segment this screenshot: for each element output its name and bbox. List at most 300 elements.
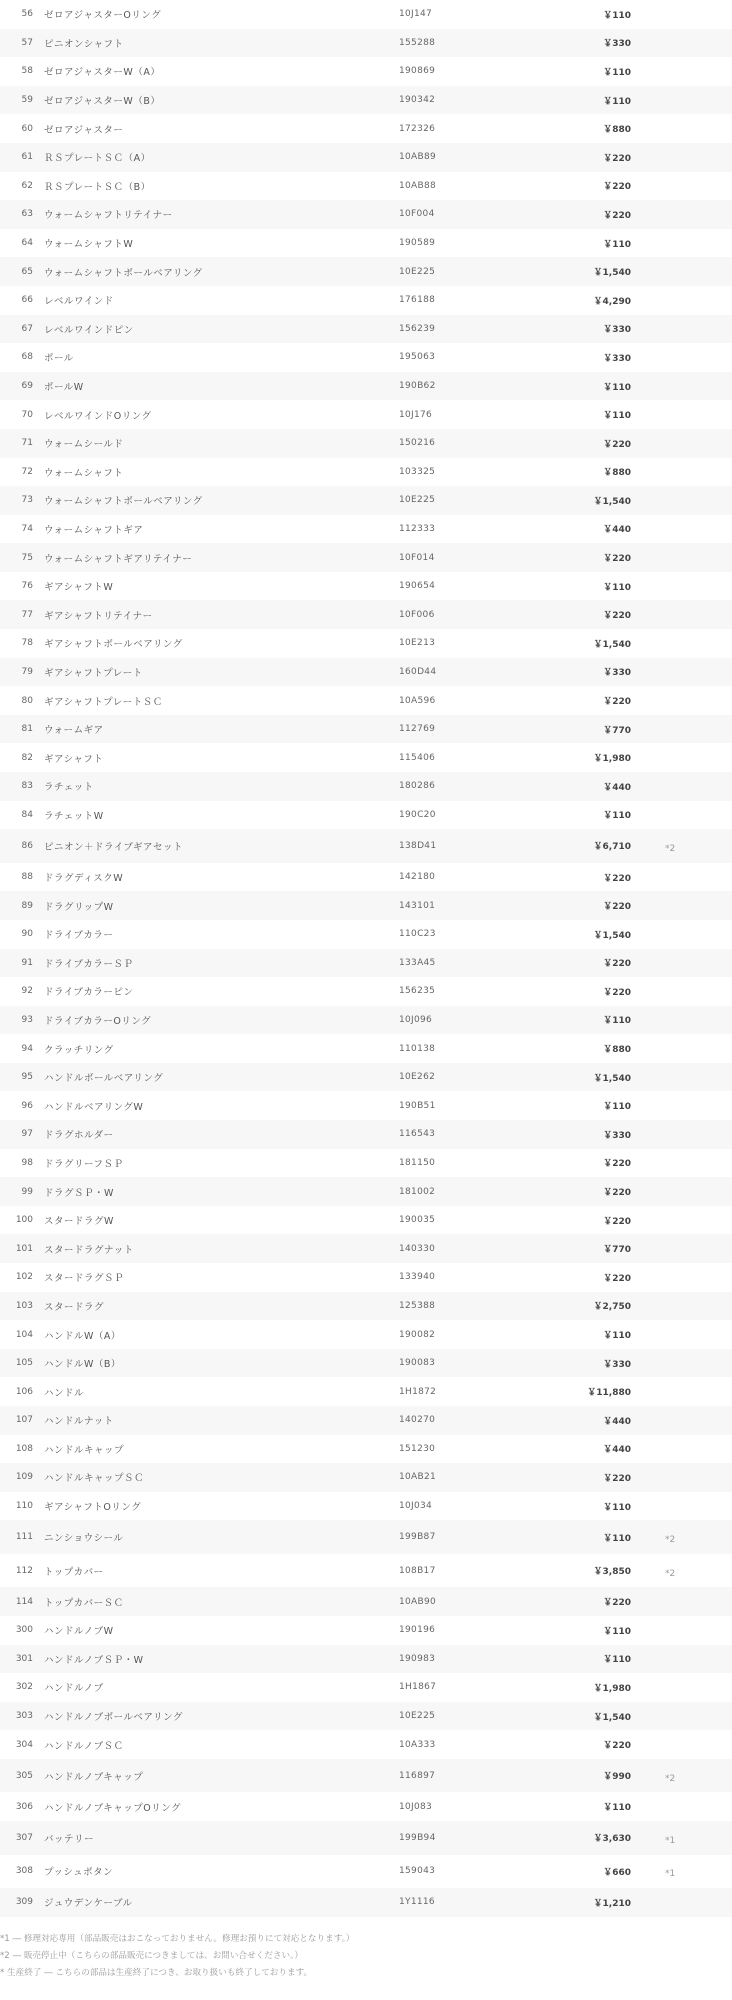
- part-number: 306: [15, 1801, 33, 1812]
- part-code: 138D41: [399, 840, 437, 851]
- part-number: 301: [15, 1653, 33, 1664]
- part-name: ハンドルキャップ: [44, 1444, 125, 1456]
- part-code: 190869: [399, 66, 436, 77]
- part-price: ￥220: [603, 182, 631, 193]
- part-code: 150216: [399, 438, 436, 449]
- part-code: 159043: [399, 1866, 436, 1877]
- table-row: [0, 715, 732, 744]
- part-name: ウォームギア: [44, 725, 104, 737]
- part-name: ハンドルノブ: [44, 1683, 104, 1695]
- part-name: ウォームシャフトボールベアリング: [44, 496, 203, 508]
- table-row: [0, 629, 732, 658]
- part-code: 181002: [399, 1186, 436, 1197]
- part-code: 10E225: [399, 266, 436, 277]
- part-name: ドライブカラーピン: [44, 987, 134, 999]
- part-name: ドラグディスクW: [44, 873, 124, 885]
- part-price: ￥3,850: [593, 1567, 631, 1578]
- part-number: 94: [21, 1043, 33, 1054]
- part-price: ￥1,980: [593, 1683, 631, 1694]
- part-name: ドライブカラーＳＰ: [44, 958, 134, 970]
- part-code: 133940: [399, 1272, 436, 1283]
- part-number: 302: [15, 1682, 33, 1693]
- table-row: [0, 1406, 732, 1435]
- part-code: 190082: [399, 1329, 436, 1340]
- part-price: ￥220: [603, 210, 631, 221]
- part-code: 10J147: [399, 9, 433, 20]
- part-name: ハンドルベアリングW: [44, 1101, 144, 1113]
- part-code: 10AB89: [399, 152, 437, 163]
- part-price: ￥220: [603, 873, 631, 884]
- part-code: 116897: [399, 1770, 436, 1781]
- part-number: 86: [21, 840, 33, 851]
- part-number: 82: [21, 752, 33, 763]
- part-price: ￥440: [603, 1445, 631, 1456]
- part-price: ￥220: [603, 1598, 631, 1609]
- table-row: [0, 1463, 732, 1492]
- table-row: [0, 1120, 732, 1149]
- part-price: ￥110: [603, 582, 631, 593]
- table-row: [0, 572, 732, 601]
- part-code: 10F004: [399, 209, 435, 220]
- part-number: 97: [21, 1129, 33, 1140]
- part-number: 308: [15, 1866, 33, 1877]
- part-price: ￥110: [603, 10, 631, 21]
- table-row: [0, 1587, 732, 1616]
- part-code: 1H1867: [399, 1682, 437, 1693]
- table-row: [0, 200, 732, 229]
- part-price: ￥880: [603, 125, 631, 136]
- part-name: ドラグホルダー: [44, 1130, 114, 1142]
- part-price: ￥220: [603, 1159, 631, 1170]
- part-price: ￥770: [603, 1245, 631, 1256]
- table-row: [0, 743, 732, 772]
- part-note: *1: [665, 1835, 676, 1846]
- part-code: 180286: [399, 781, 436, 792]
- part-number: 81: [21, 724, 33, 735]
- part-note: *2: [665, 1773, 676, 1784]
- part-price: ￥220: [603, 1473, 631, 1484]
- part-name: スタードラグ: [44, 1301, 105, 1313]
- part-number: 307: [15, 1832, 33, 1843]
- part-number: 106: [15, 1386, 33, 1397]
- table-row: [0, 977, 732, 1006]
- part-code: 190196: [399, 1625, 436, 1636]
- part-code: 190654: [399, 581, 436, 592]
- table-row: [0, 1554, 732, 1588]
- table-row: [0, 172, 732, 201]
- part-code: 110138: [399, 1043, 436, 1054]
- part-name: ハンドルノブＳＰ・W: [44, 1654, 144, 1666]
- part-number: 78: [21, 638, 33, 649]
- part-code: 108B17: [399, 1565, 436, 1576]
- part-number: 111: [15, 1532, 33, 1543]
- part-code: 10A596: [399, 695, 436, 706]
- part-number: 65: [21, 266, 33, 277]
- part-code: 10E225: [399, 495, 436, 506]
- part-code: 10J176: [399, 409, 433, 420]
- part-code: 112333: [399, 523, 436, 534]
- part-name: クラッチリング: [44, 1044, 114, 1056]
- part-name: バッテリー: [44, 1833, 95, 1845]
- part-name: トップカバー: [44, 1566, 104, 1578]
- part-number: 68: [21, 352, 33, 363]
- part-number: 91: [21, 957, 33, 968]
- part-name: ギアシャフト: [44, 753, 104, 765]
- part-price: ￥220: [603, 987, 631, 998]
- part-name: レベルワインドピン: [44, 324, 134, 336]
- part-number: 62: [21, 180, 33, 191]
- table-row: [0, 1377, 732, 1406]
- table-row: [0, 1006, 732, 1035]
- table-row: [0, 686, 732, 715]
- part-price: ￥1,540: [593, 1073, 631, 1084]
- part-name: ポール: [44, 353, 74, 365]
- part-number: 300: [15, 1625, 33, 1636]
- part-number: 59: [21, 95, 33, 106]
- table-row: [0, 1616, 732, 1645]
- part-name: ゼロアジャスターOリング: [44, 10, 162, 22]
- table-row: [0, 658, 732, 687]
- part-number: 93: [21, 1014, 33, 1025]
- part-price: ￥110: [603, 1655, 631, 1666]
- part-note: *1: [665, 1869, 676, 1880]
- part-name: ハンドルW（B）: [44, 1359, 121, 1371]
- part-number: 96: [21, 1100, 33, 1111]
- part-code: 10E225: [399, 1711, 436, 1722]
- table-row: [0, 772, 732, 801]
- part-code: 1H1872: [399, 1386, 437, 1397]
- table-row: [0, 1821, 732, 1855]
- table-row: [0, 1149, 732, 1178]
- part-price: ￥110: [603, 1502, 631, 1513]
- part-code: 151230: [399, 1443, 436, 1454]
- part-price: ￥440: [603, 782, 631, 793]
- table-row: [0, 1034, 732, 1063]
- part-price: ￥220: [603, 1273, 631, 1284]
- table-row: [0, 229, 732, 258]
- part-price: ￥110: [603, 96, 631, 107]
- part-number: 100: [15, 1215, 33, 1226]
- part-code: 10J083: [399, 1801, 433, 1812]
- part-price: ￥1,980: [593, 754, 631, 765]
- part-code: 10AB21: [399, 1472, 437, 1483]
- part-price: ￥330: [603, 668, 631, 679]
- part-code: 10F014: [399, 552, 435, 563]
- table-row: [0, 1063, 732, 1092]
- footnote: *2 ― 販売停止中（こちらの部品販売につきましては、お問い合せください。）: [0, 1950, 303, 1961]
- part-number: 72: [21, 466, 33, 477]
- table-row: [0, 1673, 732, 1702]
- part-code: 10F006: [399, 609, 435, 620]
- part-price: ￥1,540: [593, 930, 631, 941]
- part-code: 125388: [399, 1300, 436, 1311]
- part-number: 69: [21, 381, 33, 392]
- part-name: ハンドルノブキャップOリング: [44, 1802, 182, 1814]
- part-price: ￥1,540: [593, 1712, 631, 1723]
- part-name: ウォームシャフトボールベアリング: [44, 267, 203, 279]
- part-name: ドラグＳＰ・W: [44, 1187, 114, 1199]
- part-price: ￥880: [603, 1045, 631, 1056]
- part-number: 84: [21, 809, 33, 820]
- part-code: 133A45: [399, 957, 436, 968]
- part-number: 60: [21, 123, 33, 134]
- part-name: ピニオン＋ドライブギアセット: [44, 841, 183, 853]
- part-code: 142180: [399, 872, 436, 883]
- part-price: ￥1,540: [593, 268, 631, 279]
- part-number: 101: [15, 1243, 33, 1254]
- part-code: 181150: [399, 1157, 436, 1168]
- part-price: ￥6,710: [593, 842, 631, 853]
- part-name: ジュウデンケーブル: [44, 1898, 133, 1910]
- part-name: ウォームシャフトギアリテイナー: [44, 553, 193, 565]
- part-price: ￥1,540: [593, 639, 631, 650]
- table-row: [0, 543, 732, 572]
- part-number: 303: [15, 1711, 33, 1722]
- part-code: 1Y1116: [399, 1897, 435, 1908]
- part-code: 140270: [399, 1415, 436, 1426]
- part-number: 58: [21, 66, 33, 77]
- part-code: 10AB88: [399, 180, 437, 191]
- table-row: [0, 486, 732, 515]
- part-name: スタードラグナット: [44, 1244, 134, 1256]
- part-code: 155288: [399, 37, 436, 48]
- part-number: 70: [21, 409, 33, 420]
- part-name: ギアシャフトプレートＳＣ: [44, 696, 163, 708]
- part-code: 116543: [399, 1129, 436, 1140]
- part-code: 115406: [399, 752, 436, 763]
- part-code: 110C23: [399, 929, 436, 940]
- part-name: ラチェットW: [44, 810, 104, 822]
- part-code: 199B87: [399, 1532, 436, 1543]
- part-code: 172326: [399, 123, 436, 134]
- part-number: 92: [21, 986, 33, 997]
- part-name: ウォームシャフトギア: [44, 524, 144, 536]
- part-price: ￥330: [603, 353, 631, 364]
- part-number: 77: [21, 609, 33, 620]
- part-name: ドライブカラーOリング: [44, 1015, 152, 1027]
- part-code: 190C20: [399, 809, 436, 820]
- part-number: 66: [21, 295, 33, 306]
- part-number: 83: [21, 781, 33, 792]
- part-name: ハンドル: [44, 1387, 85, 1399]
- part-price: ￥330: [603, 1130, 631, 1141]
- table-row: [0, 515, 732, 544]
- part-price: ￥220: [603, 153, 631, 164]
- part-code: 10J096: [399, 1014, 433, 1025]
- part-number: 304: [15, 1739, 33, 1750]
- part-number: 103: [15, 1300, 33, 1311]
- part-code: 176188: [399, 295, 436, 306]
- table-row: [0, 114, 732, 143]
- part-price: ￥11,880: [587, 1388, 631, 1399]
- part-name: ゼロアジャスターW（A）: [44, 67, 161, 79]
- part-name: ハンドルノブキャップ: [44, 1771, 144, 1783]
- part-name: ドラグリップW: [44, 901, 114, 913]
- part-price: ￥220: [603, 1216, 631, 1227]
- table-row: [0, 0, 732, 29]
- part-name: ＲＳプレートＳＣ（A）: [44, 153, 151, 165]
- part-number: 309: [15, 1897, 33, 1908]
- part-code: 156235: [399, 986, 436, 997]
- table-row: [0, 1320, 732, 1349]
- part-name: ハンドルW（A）: [44, 1330, 121, 1342]
- table-row: [0, 1349, 732, 1378]
- part-code: 10E213: [399, 638, 436, 649]
- table-row: [0, 1645, 732, 1674]
- part-price: ￥110: [603, 1102, 631, 1113]
- part-code: 190083: [399, 1358, 436, 1369]
- table-row: [0, 1492, 732, 1521]
- part-price: ￥220: [603, 439, 631, 450]
- part-name: ニンショウシール: [44, 1533, 124, 1545]
- part-number: 61: [21, 152, 33, 163]
- part-price: ￥880: [603, 468, 631, 479]
- part-price: ￥110: [603, 411, 631, 422]
- part-note: *2: [665, 1535, 676, 1546]
- part-code: 143101: [399, 900, 436, 911]
- part-number: 112: [15, 1565, 33, 1576]
- part-code: 10J034: [399, 1501, 433, 1512]
- table-row: [0, 863, 732, 892]
- part-price: ￥220: [603, 902, 631, 913]
- table-row: [0, 315, 732, 344]
- part-name: レベルワインドOリング: [44, 410, 152, 422]
- table-row: [0, 1177, 732, 1206]
- part-price: ￥330: [603, 325, 631, 336]
- part-number: 114: [15, 1596, 33, 1607]
- part-name: ゼロアジャスター: [44, 124, 124, 136]
- part-number: 104: [15, 1329, 33, 1340]
- part-price: ￥110: [603, 811, 631, 822]
- table-row: [0, 1091, 732, 1120]
- part-price: ￥330: [603, 39, 631, 50]
- part-price: ￥110: [603, 1016, 631, 1027]
- table-row: [0, 829, 732, 863]
- part-name: ハンドルノブボールベアリング: [44, 1712, 183, 1724]
- part-code: 160D44: [399, 666, 437, 677]
- table-row: [0, 1792, 732, 1821]
- part-price: ￥2,750: [593, 1302, 631, 1313]
- part-number: 74: [21, 523, 33, 534]
- part-name: スタードラグＳＰ: [44, 1273, 125, 1285]
- part-name: ギアシャフトOリング: [44, 1502, 142, 1514]
- part-price: ￥3,630: [593, 1834, 631, 1845]
- table-row: [0, 1888, 732, 1917]
- part-name: ポールW: [44, 382, 84, 394]
- part-number: 102: [15, 1272, 33, 1283]
- part-number: 73: [21, 495, 33, 506]
- part-name: ドライブカラー: [44, 930, 114, 942]
- part-number: 108: [15, 1443, 33, 1454]
- part-number: 76: [21, 581, 33, 592]
- part-price: ￥440: [603, 525, 631, 536]
- part-code: 10A333: [399, 1739, 436, 1750]
- table-row: [0, 949, 732, 978]
- part-number: 90: [21, 929, 33, 940]
- part-price: ￥4,290: [593, 296, 631, 307]
- part-number: 71: [21, 438, 33, 449]
- part-price: ￥110: [603, 382, 631, 393]
- table-row: [0, 29, 732, 58]
- table-row: [0, 1234, 732, 1263]
- part-price: ￥330: [603, 1359, 631, 1370]
- part-code: 156239: [399, 323, 436, 334]
- part-number: 88: [21, 872, 33, 883]
- part-name: ピニオンシャフト: [44, 38, 124, 50]
- part-number: 109: [15, 1472, 33, 1483]
- table-row: [0, 1520, 732, 1554]
- table-row: [0, 286, 732, 315]
- part-code: 103325: [399, 466, 436, 477]
- part-number: 99: [21, 1186, 33, 1197]
- part-number: 107: [15, 1415, 33, 1426]
- part-name: プッシュボタン: [44, 1867, 114, 1879]
- part-name: ウォームシャフト: [44, 467, 124, 479]
- part-name: ドラグリーフＳＰ: [44, 1158, 124, 1170]
- part-price: ￥110: [603, 1626, 631, 1637]
- part-number: 67: [21, 323, 33, 334]
- part-name: ギアシャフトボールベアリング: [44, 639, 183, 651]
- part-code: 10E262: [399, 1072, 436, 1083]
- part-name: ハンドルキャップＳＣ: [44, 1473, 145, 1485]
- part-number: 110: [15, 1501, 33, 1512]
- part-code: 190035: [399, 1215, 436, 1226]
- table-row: [0, 429, 732, 458]
- table-row: [0, 891, 732, 920]
- footnote: *1 ― 修理対応専用（部品販売はおこなっておりません。修理お預りにて対応となります。）: [0, 1933, 355, 1944]
- part-number: 79: [21, 666, 33, 677]
- table-row: [0, 400, 732, 429]
- part-name: ゼロアジャスターW（B）: [44, 96, 161, 108]
- part-name: ウォームシャフトリテイナー: [44, 210, 173, 222]
- part-code: 112769: [399, 724, 436, 735]
- table-row: [0, 1730, 732, 1759]
- part-price: ￥990: [603, 1772, 631, 1783]
- part-price: ￥110: [603, 1803, 631, 1814]
- part-note: *2: [665, 843, 676, 854]
- table-row: [0, 143, 732, 172]
- part-name: ＲＳプレートＳＣ（B）: [44, 181, 151, 193]
- part-price: ￥1,540: [593, 496, 631, 507]
- part-number: 89: [21, 900, 33, 911]
- part-price: ￥220: [603, 1741, 631, 1752]
- table-row: [0, 57, 732, 86]
- part-price: ￥660: [603, 1867, 631, 1878]
- part-code: 199B94: [399, 1832, 436, 1843]
- part-name: トップカバーＳＣ: [44, 1597, 124, 1609]
- part-code: 190589: [399, 238, 436, 249]
- part-price: ￥110: [603, 67, 631, 78]
- table-row: [0, 1206, 732, 1235]
- part-price: ￥1,210: [593, 1898, 631, 1909]
- part-note: *2: [665, 1568, 676, 1579]
- table-row: [0, 1855, 732, 1889]
- part-number: 56: [21, 9, 33, 20]
- part-name: ハンドルナット: [44, 1416, 114, 1428]
- part-price: ￥220: [603, 554, 631, 565]
- table-row: [0, 458, 732, 487]
- part-price: ￥110: [603, 1331, 631, 1342]
- part-name: レベルワインド: [44, 296, 114, 308]
- table-row: [0, 600, 732, 629]
- table-row: [0, 86, 732, 115]
- part-number: 75: [21, 552, 33, 563]
- part-number: 63: [21, 209, 33, 220]
- part-number: 95: [21, 1072, 33, 1083]
- footnotes: [0, 1917, 732, 1982]
- part-price: ￥440: [603, 1416, 631, 1427]
- part-number: 57: [21, 37, 33, 48]
